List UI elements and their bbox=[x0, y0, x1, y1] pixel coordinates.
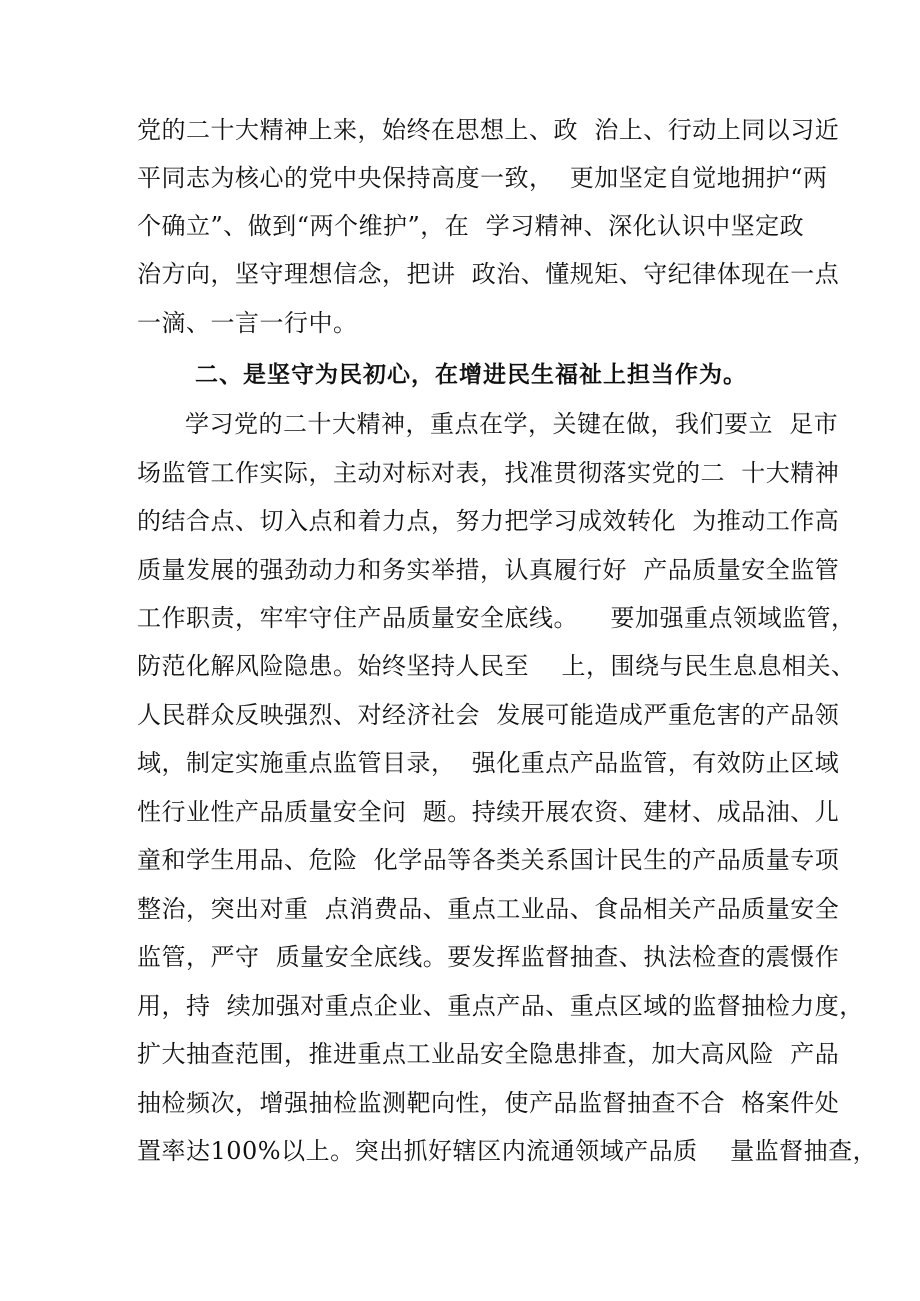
text-line: 整治，突出对重 点消费品、重点工业品、食品相关产品质量安全 bbox=[137, 895, 840, 923]
text-line: 一滴、一言一行中。 bbox=[137, 309, 358, 337]
text-line: 工作职责，牢牢守住产品质量安全底线。 要加强重点领域监管， bbox=[137, 604, 856, 632]
text-line: 扩大抽查范围，推进重点工业品安全隐患排查，加大高风险 产品 bbox=[137, 1040, 840, 1068]
text-line: 监管，严守 质量安全底线。要发挥监督抽查、执法检查的震慑作 bbox=[137, 943, 840, 971]
text-line: 童和学生用品、危险 化学品等各类关系国计民生的产品质量专项 bbox=[137, 846, 840, 874]
text-line: 的结合点、切入点和着力点，努力把学习成效转化 为推动工作高 bbox=[137, 507, 840, 535]
text-line: 场监管工作实际，主动对标对表，找准贯彻落实党的二 十大精神 bbox=[137, 459, 840, 487]
text-line: 抽检频次，增强抽检监测靶向性，使产品监督抽查不合 格案件处 bbox=[137, 1089, 840, 1117]
text-line: 用，持 续加强对重点企业、重点产品、重点区域的监督抽检力度， bbox=[137, 992, 864, 1020]
text-line: 性行业性产品质量安全问 题。持续开展农资、建材、成品油、儿 bbox=[137, 798, 840, 826]
text-line: 学习党的二十大精神，重点在学，关键在做，我们要立 足市 bbox=[185, 410, 839, 438]
text-line: 置率达100%以上。突出抓好辖区内流通领域产品质 量监督抽查， bbox=[137, 1137, 878, 1165]
text-line: 党的二十大精神上来，始终在思想上、政 治上、行动上同以习近 bbox=[137, 116, 840, 144]
text-line: 域，制定实施重点监管目录， 强化重点产品监管，有效防止区域 bbox=[137, 749, 840, 777]
text-line: 防范化解风险隐患。始终坚持人民至 上，围绕与民生息息相关、 bbox=[137, 652, 856, 680]
text-line: 平同志为核心的党中央保持高度一致， 更加坚定自觉地拥护“两 bbox=[137, 164, 828, 192]
section-heading: 二、是坚守为民初心，在增进民生福祉上担当作为。 bbox=[195, 362, 747, 388]
text-line: 治方向，坚守理想信念，把讲 政治、懂规矩、守纪律体现在一点 bbox=[137, 260, 840, 288]
text-line: 质量发展的强劲动力和务实举措，认真履行好 产品质量安全监管 bbox=[137, 556, 840, 584]
text-line: 人民群众反映强烈、对经济社会 发展可能造成严重危害的产品领 bbox=[137, 701, 840, 729]
text-line: 个确立”、做到“两个维护”，在 学习精神、深化认识中坚定政 bbox=[137, 212, 805, 240]
